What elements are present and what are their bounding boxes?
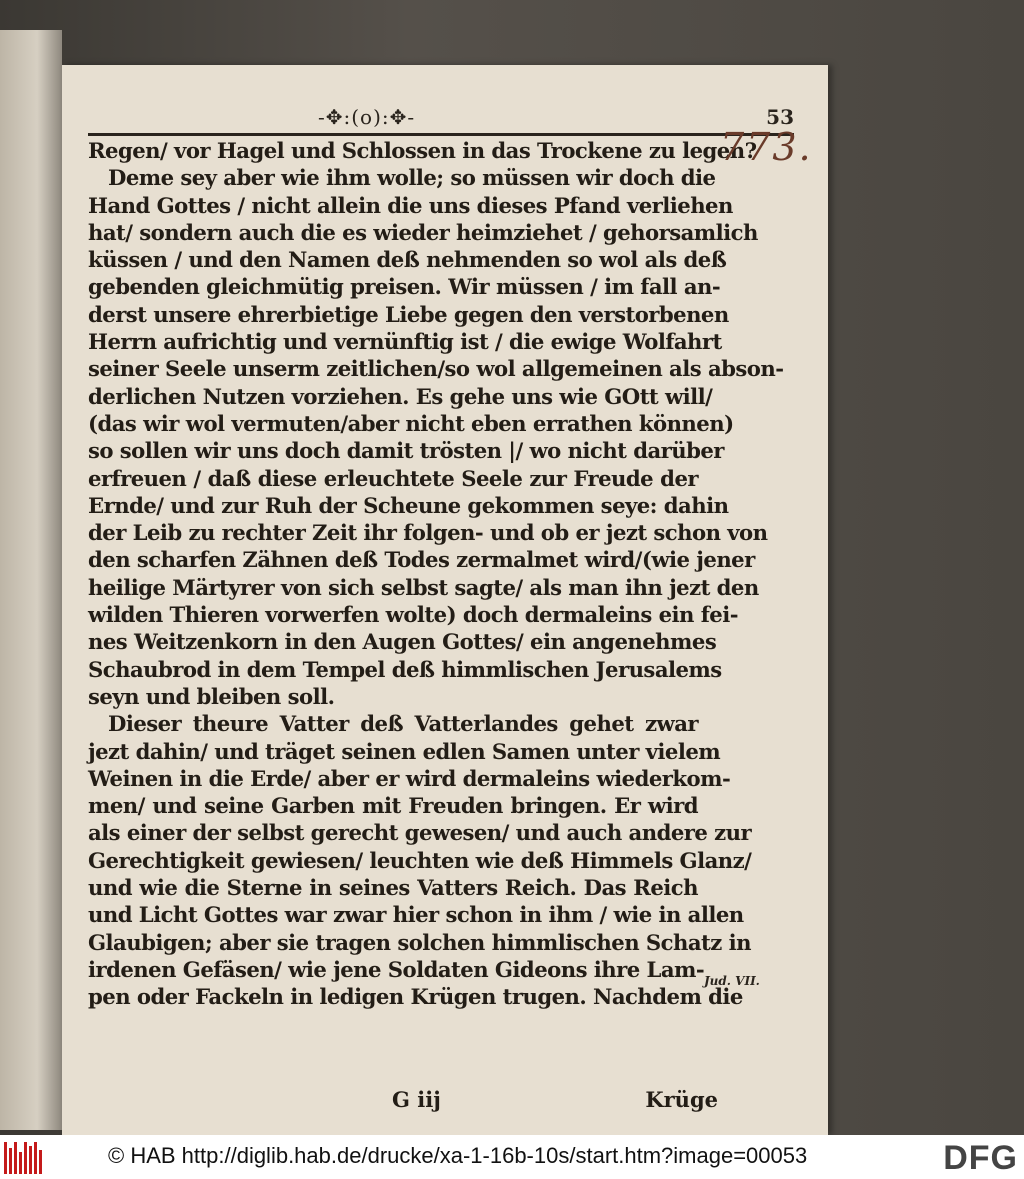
text-line: Weinen in die Erde/ aber er wird dermaleins wiederkom- [88, 765, 731, 791]
handwritten-page-number: 773. [720, 125, 813, 169]
text-line: der Leib zu rechter Zeit ihr folgen- und ob er jezt schon von [88, 520, 768, 546]
header-ornament: -✥:(o):✥- [318, 105, 416, 129]
text-line: jezt dahin/ und träget seinen edlen Samen unter vielem [88, 738, 721, 764]
text-line: und Licht Gottes war zwar hier schon in ihm / wie in allen [88, 902, 744, 928]
catchword: Krüge [645, 1087, 718, 1112]
previous-page-edge [0, 30, 62, 1130]
text-line: Dieser theure Vatter deß Vatterlandes gehet zwar [108, 711, 698, 737]
text-line: Deme sey aber wie ihm wolle; so müssen wir doch die [108, 165, 716, 191]
footer-copyright-link[interactable]: © HAB http://diglib.hab.de/drucke/xa-1-16b-10s/start.htm?image=00053 [108, 1143, 808, 1168]
text-line: nes Weitzenkorn in den Augen Gottes/ ein angenehmes [88, 629, 717, 655]
text-line: seyn und bleiben soll. [88, 683, 335, 709]
text-line: den scharfen Zähnen deß Todes zermalmet wird/(wie jener [88, 547, 755, 573]
text-line: Herrn aufrichtig und vernünftig ist / die ewige Wolfahrt [88, 329, 722, 355]
text-line: gebenden gleichmütig preisen. Wir müssen / im fall an- [88, 274, 721, 300]
text-line: Hand Gottes / nicht allein die uns dieses Pfand verliehen [88, 192, 733, 218]
text-line: Glaubigen; aber sie tragen solchen himmlischen Schatz in [88, 929, 751, 955]
dfg-logo: DFG [943, 1139, 1018, 1177]
page-header [88, 103, 794, 133]
text-line: und wie die Sterne in seines Vatters Reich. Das Reich [88, 875, 698, 901]
text-line: Ernde/ und zur Ruh der Scheune gekommen seye: dahin [88, 492, 729, 518]
text-line: derst unsere ehrerbietige Liebe gegen den verstorbenen [88, 301, 729, 327]
header-rule [88, 133, 794, 136]
text-line: hat/ sondern auch die es wieder heimziehet / gehorsamlich [88, 219, 758, 245]
text-line: heilige Märtyrer von sich selbst sagte/ als man ihn jezt den [88, 574, 759, 600]
signature-mark: G iij [392, 1087, 441, 1112]
text-line: irdenen Gefäsen/ wie jene Soldaten Gideons ihre Lam- [88, 956, 705, 982]
text-line: men/ und seine Garben mit Freuden bringen. Er wird [88, 793, 698, 819]
text-line: Gerechtigkeit gewiesen/ leuchten wie deß Himmels Glanz/ [88, 847, 752, 873]
text-line: küssen / und den Namen deß nehmenden so wol als deß [88, 247, 727, 273]
text-line: (das wir wol vermuten/aber nicht eben errathen können) [88, 410, 734, 436]
text-line: so sollen wir uns doch damit trösten |/ wo nicht darüber [88, 438, 724, 464]
text-line: seiner Seele unserm zeitlichen/so wol allgemeinen als abson- [88, 356, 784, 382]
footer-bar [0, 1135, 1024, 1179]
text-line: erfreuen / daß diese erleuchtete Seele zur Freude der [88, 465, 698, 491]
page-number: 53 [766, 105, 794, 129]
text-line: Regen/ vor Hagel und Schlossen in das Trockene zu legen? [88, 138, 757, 163]
hab-logo-icon [4, 1142, 46, 1174]
text-line: Schaubrod in dem Tempel deß himmlischen Jerusalems [88, 656, 722, 682]
text-line: derlichen Nutzen vorziehen. Es gehe uns wie GOtt will/ [88, 383, 713, 409]
text-line: pen oder Fackeln in ledigen Krügen trugen. Nachdem die [88, 984, 743, 1010]
text-line: wilden Thieren vorwerfen wolte) doch dermaleins ein fei- [88, 602, 738, 628]
text-line: als einer der selbst gerecht gewesen/ und auch andere zur [88, 820, 752, 846]
margin-note: Jud. VII. [704, 974, 760, 988]
